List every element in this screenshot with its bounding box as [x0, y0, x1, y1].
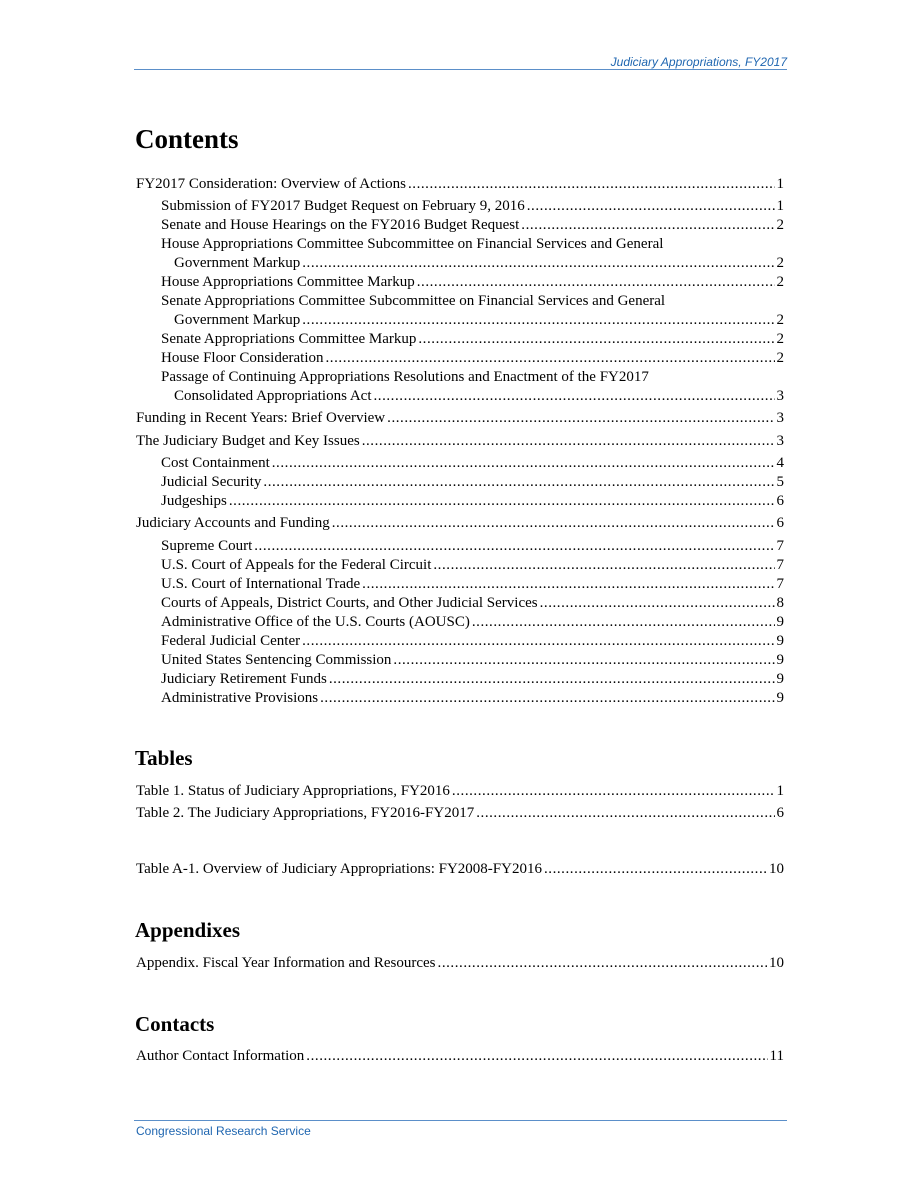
toc-entry-label: Table 2. The Judiciary Appropriations, FY2016-FY2017 — [136, 805, 475, 821]
toc-entry-label: Consolidated Appropriations Act — [174, 388, 372, 404]
toc-entry[interactable] — [161, 613, 784, 632]
dot-leader — [272, 454, 775, 473]
toc-entry[interactable] — [161, 689, 784, 708]
toc-entry-label: Courts of Appeals, District Courts, and Other Judicial Services — [161, 595, 538, 611]
dot-leader — [521, 216, 774, 235]
dot-leader — [452, 782, 775, 801]
contents-heading: Contents — [135, 124, 239, 154]
toc-entry-label: Government Markup — [174, 255, 301, 271]
toc-entry-page: 5 — [776, 474, 784, 490]
footer-rule — [134, 1120, 787, 1121]
tables-heading: Tables — [135, 746, 193, 770]
toc-entry[interactable] — [161, 594, 784, 613]
toc-entry-page: 8 — [776, 595, 784, 611]
dot-leader — [418, 330, 774, 349]
dot-leader — [408, 175, 775, 194]
toc-entry[interactable] — [161, 273, 784, 292]
toc-entry[interactable] — [161, 492, 784, 511]
toc-entry-page: 9 — [776, 633, 784, 649]
toc-entry[interactable] — [161, 216, 784, 235]
toc-entry-page: 9 — [776, 652, 784, 668]
toc-entry-page: 10 — [769, 955, 784, 971]
toc-entry-page: 2 — [776, 255, 784, 271]
dot-leader — [263, 473, 774, 492]
toc-entry-label: U.S. Court of Appeals for the Federal Circuit — [161, 557, 432, 573]
dot-leader — [433, 556, 774, 575]
toc-entry-page: 6 — [776, 805, 784, 821]
toc-entry[interactable] — [161, 330, 784, 349]
toc-entry-label: Federal Judicial Center — [161, 633, 301, 649]
toc-entry-label: House Appropriations Committee Markup — [161, 274, 415, 290]
dot-leader — [302, 632, 774, 651]
dot-leader — [438, 954, 767, 973]
toc-entry[interactable] — [161, 537, 784, 556]
dot-leader — [302, 254, 774, 273]
toc-entry-label-line1: House Appropriations Committee Subcommittee on Financial Services and General — [161, 236, 664, 252]
toc-entry[interactable] — [136, 175, 784, 194]
dot-leader — [527, 197, 775, 216]
toc-entry[interactable] — [136, 782, 784, 801]
toc-entry-page: 7 — [776, 538, 784, 554]
toc-entry[interactable] — [161, 197, 784, 216]
toc-entry-label: Judicial Security — [161, 474, 262, 490]
toc-entry-page: 1 — [776, 176, 784, 192]
dot-leader — [417, 273, 775, 292]
toc-entry-page: 1 — [776, 783, 784, 799]
toc-entry[interactable] — [136, 1047, 784, 1066]
toc-entry[interactable] — [136, 514, 784, 533]
toc-entry-label: United States Sentencing Commission — [161, 652, 392, 668]
toc-entry-page: 2 — [776, 274, 784, 290]
toc-entry[interactable] — [161, 651, 784, 670]
toc-entry-label: Supreme Court — [161, 538, 253, 554]
toc-entry-page: 9 — [776, 671, 784, 687]
contacts-heading: Contacts — [135, 1012, 215, 1036]
dot-leader — [229, 492, 775, 511]
toc-entry[interactable] — [161, 575, 784, 594]
toc-entry-page: 9 — [776, 614, 784, 630]
dot-leader — [329, 670, 775, 689]
toc-entry[interactable] — [161, 473, 784, 492]
toc-entry-page: 3 — [776, 433, 784, 449]
toc-entry[interactable] — [136, 954, 784, 973]
toc-entry-label: Author Contact Information — [136, 1048, 305, 1064]
toc-entry-label: Administrative Office of the U.S. Courts (AOUSC) — [161, 614, 470, 630]
toc-entry-label-line1: Senate Appropriations Committee Subcommittee on Financial Services and General — [161, 293, 666, 309]
toc-entry-label: Submission of FY2017 Budget Request on February 9, 2016 — [161, 198, 525, 214]
dot-leader — [476, 804, 774, 823]
dot-leader — [254, 537, 774, 556]
toc-entry-page: 1 — [776, 198, 784, 214]
toc-entry[interactable] — [161, 454, 784, 473]
running-header-title: Judiciary Appropriations, FY2017 — [610, 55, 787, 69]
toc-entry-label: The Judiciary Budget and Key Issues — [136, 433, 360, 449]
toc-entry-label: Administrative Provisions — [161, 690, 319, 706]
dot-leader — [387, 409, 774, 428]
toc-entry-label: U.S. Court of International Trade — [161, 576, 361, 592]
toc-entry-page: 10 — [769, 861, 784, 877]
toc-entry-label: Appendix. Fiscal Year Information and Resources — [136, 955, 436, 971]
toc-entry-label: Government Markup — [174, 312, 301, 328]
toc-entry[interactable] — [161, 349, 784, 368]
toc-entry-page: 6 — [776, 515, 784, 531]
dot-leader — [306, 1047, 767, 1066]
toc-entry-page: 6 — [776, 493, 784, 509]
toc-entry-page: 9 — [776, 690, 784, 706]
toc-entry-page: 7 — [776, 576, 784, 592]
dot-leader — [362, 575, 774, 594]
toc-entry[interactable] — [136, 860, 784, 879]
dot-leader — [393, 651, 774, 670]
toc-entry-page: 2 — [776, 217, 784, 233]
toc-entry-label: Senate and House Hearings on the FY2016 Budget Request — [161, 217, 520, 233]
toc-entry-label: Senate Appropriations Committee Markup — [161, 331, 417, 347]
dot-leader — [326, 349, 775, 368]
toc-entry[interactable] — [161, 292, 784, 330]
toc-entry-label: Table A-1. Overview of Judiciary Appropriations: FY2008-FY2016 — [136, 861, 542, 877]
toc-entry-page: 2 — [776, 350, 784, 366]
footer-org-name: Congressional Research Service — [136, 1124, 311, 1138]
toc-entry[interactable] — [161, 632, 784, 651]
dot-leader — [540, 594, 775, 613]
toc-entry-label: Judiciary Retirement Funds — [161, 671, 327, 687]
dot-leader — [320, 689, 774, 708]
toc-entry-label: Funding in Recent Years: Brief Overview — [136, 410, 386, 426]
toc-entry[interactable] — [161, 670, 784, 689]
toc-entry-label: Table 1. Status of Judiciary Appropriations, FY2016 — [136, 783, 450, 799]
toc-entry-page: 7 — [776, 557, 784, 573]
dot-leader — [544, 860, 767, 879]
header-rule — [134, 69, 787, 70]
toc-entry[interactable] — [161, 368, 784, 406]
toc-entry-label: Judgeships — [161, 493, 227, 509]
dot-leader — [332, 514, 775, 533]
toc-entry-page: 2 — [776, 331, 784, 347]
dot-leader — [472, 613, 775, 632]
toc-entry-page: 11 — [769, 1048, 784, 1064]
toc-entry[interactable] — [136, 432, 784, 451]
toc-entry-label: FY2017 Consideration: Overview of Actions — [136, 176, 406, 192]
toc-entry-label: House Floor Consideration — [161, 350, 324, 366]
dot-leader — [373, 387, 774, 406]
toc-entry-label: Cost Containment — [161, 455, 270, 471]
toc-entry[interactable] — [136, 804, 784, 823]
toc-entry-page: 4 — [776, 455, 784, 471]
dot-leader — [302, 311, 774, 330]
toc-entry[interactable] — [161, 235, 784, 273]
toc-entry-label: Judiciary Accounts and Funding — [136, 515, 330, 531]
toc-entry-page: 3 — [776, 410, 784, 426]
toc-entry-page: 2 — [776, 312, 784, 328]
appendixes-heading: Appendixes — [135, 918, 241, 942]
toc-entry[interactable] — [136, 409, 784, 428]
toc-entry-page: 3 — [776, 388, 784, 404]
toc-entry-label-line1: Passage of Continuing Appropriations Resolutions and Enactment of the FY2017 — [161, 369, 649, 385]
toc-entry[interactable] — [161, 556, 784, 575]
dot-leader — [362, 432, 775, 451]
